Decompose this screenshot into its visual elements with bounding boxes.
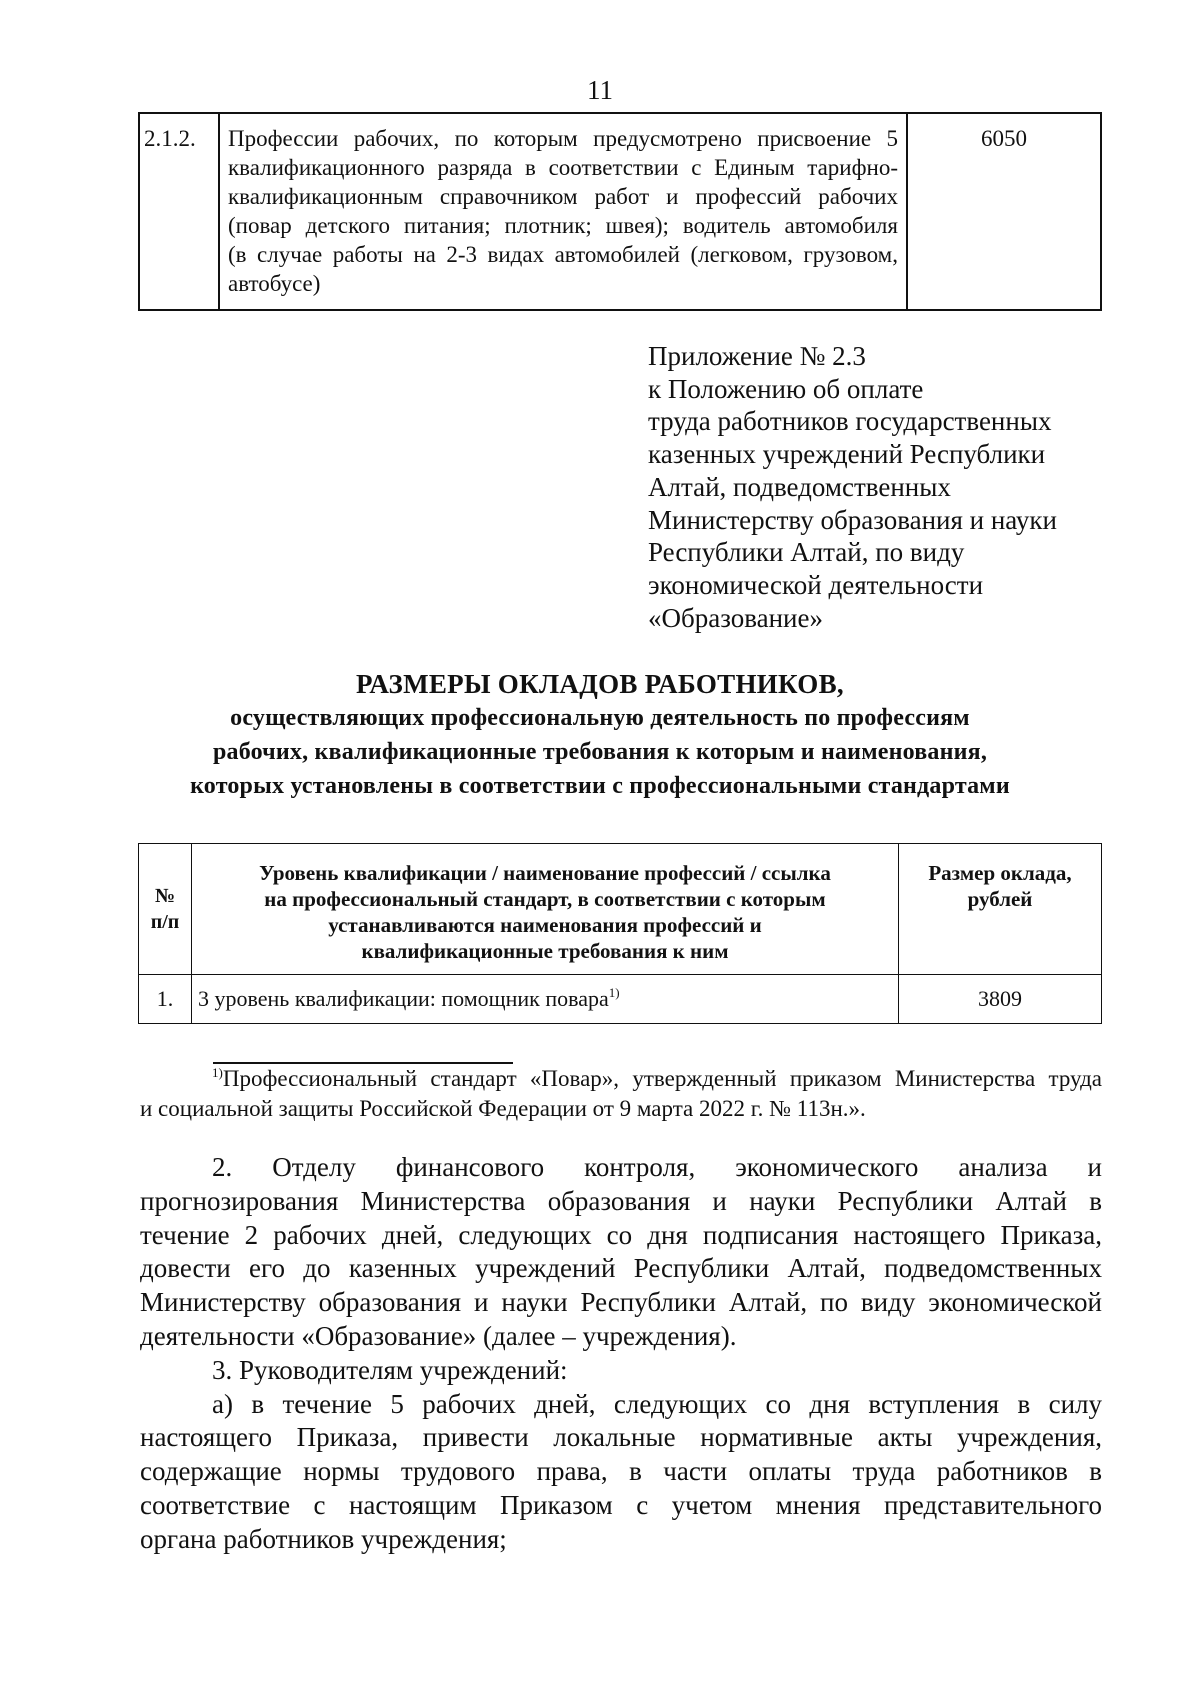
salary-table [138,843,1102,1024]
row-text: 3 уровень квалификации: помощник повара [198,986,609,1011]
page-number: 11 [587,75,613,105]
appendix-line: казенных учреждений Республики [648,439,1046,470]
paragraph-line: течение 2 рабочих дней, следующих со дня подписания настоящего Приказа, [140,1219,1102,1250]
paragraph-line: прогнозирования Министерства образования и науки Республики Алтай в [140,1185,1102,1216]
appendix-block [648,340,1118,634]
header-salary [899,844,1102,975]
header-description [192,844,899,975]
paragraph-line: соответствие с настоящим Приказом с учетом мнения представительного [140,1489,1102,1520]
heading-subtitle-line: рабочих, квалификационные требования к которым и наименования, [212,739,988,765]
paragraph-line: содержащие нормы трудового права, в части оплаты труда работников в [140,1456,1102,1487]
table-row [139,113,1101,310]
appendix-line: труда работников государственных [648,406,1052,437]
footnote-reference: 1) [608,985,620,1000]
row-description [219,113,907,310]
paragraph-line: органа работников учреждения; [140,1523,507,1554]
footnote [140,1064,1102,1124]
footnote-mark: 1) [212,1065,223,1080]
appendix-line: Республики Алтай, по виду [648,537,965,568]
table-row [139,975,1102,1024]
footnote-line: и социальной защиты Российской Федерации от 9 марта 2022 г. № 113н.». [140,1096,866,1121]
row-value: 3809 [899,975,1102,1024]
row-description-line: квалификационным справочником работ и профессий рабочих [228,184,898,209]
row-description-line: квалификационного разряда в соответствии с Единым тарифно- [228,155,898,180]
paragraph [140,1388,1102,1557]
header-number-line: п/п [150,911,180,933]
paragraph: 3. Руководителям учреждений: [212,1354,568,1385]
appendix-line: Приложение № 2.3 [648,341,866,371]
appendix-line: «Образование» [648,602,823,633]
row-number: 1. [139,975,192,1024]
appendix-line: Алтай, подведомственных [648,471,951,502]
row-description-line: автобусе) [228,271,321,296]
paragraph-line: деятельности «Образование» (далее – учреждения). [140,1320,737,1351]
header-description-line: устанавливаются наименования профессий и [328,913,762,937]
footnote-text: Профессиональный стандарт «Повар», утвержденный приказом Министерства труда [222,1066,1102,1091]
heading-subtitle-line: осуществляющих профессиональную деятельность по профессиям [230,705,970,731]
document-heading [0,667,1200,803]
header-description-line: квалификационные требования к ним [361,939,729,963]
row-description [192,975,899,1024]
row-description-line: Профессии рабочих, по которым предусмотрено присвоение 5 [228,126,898,151]
header-description-line: Уровень квалификации / наименование профессий / ссылка [259,861,831,885]
appendix-line: к Положению об оплате [648,373,924,404]
row-description-line: (в случае работы на 2-3 видах автомобилей (легковом, грузовом, [228,242,898,267]
table-header-row [139,844,1102,975]
paragraph-line: Министерству образования и науки Республики Алтай, по виду экономической [140,1287,1102,1318]
paragraph-line: 2. Отделу финансового контроля, экономического анализа и [212,1152,1102,1182]
paragraph-line: настоящего Приказа, привести локальные нормативные акты учреждения, [140,1422,1102,1453]
footnote-line [140,1064,1102,1094]
appendix-line: Министерству образования и науки [648,504,1057,535]
header-number-line: № [154,885,176,907]
body-text [140,1151,1102,1557]
paragraph [140,1151,1102,1354]
row-value: 6050 [907,113,1101,310]
header-salary-line: Размер оклада, [928,861,1072,885]
row-number: 2.1.2. [139,113,219,310]
paragraph-line: довести его до казенных учреждений Республики Алтай, подведомственных [140,1253,1102,1284]
paragraph-line: а) в течение 5 рабочих дней, следующих со дня вступления в силу [212,1388,1102,1419]
row-description-line: (повар детского питания; плотник; швея); водитель автомобиля [228,213,898,238]
header-description-line: на профессиональный стандарт, в соответствии с которым [264,887,826,911]
header-salary-line: рублей [967,887,1033,911]
header-number [139,844,192,975]
heading-subtitle-line: которых установлены в соответствии с профессиональными стандартами [190,773,1010,799]
heading-title: РАЗМЕРЫ ОКЛАДОВ РАБОТНИКОВ, [356,669,844,699]
continuation-table [138,112,1102,311]
appendix-line: экономической деятельности [648,569,984,600]
